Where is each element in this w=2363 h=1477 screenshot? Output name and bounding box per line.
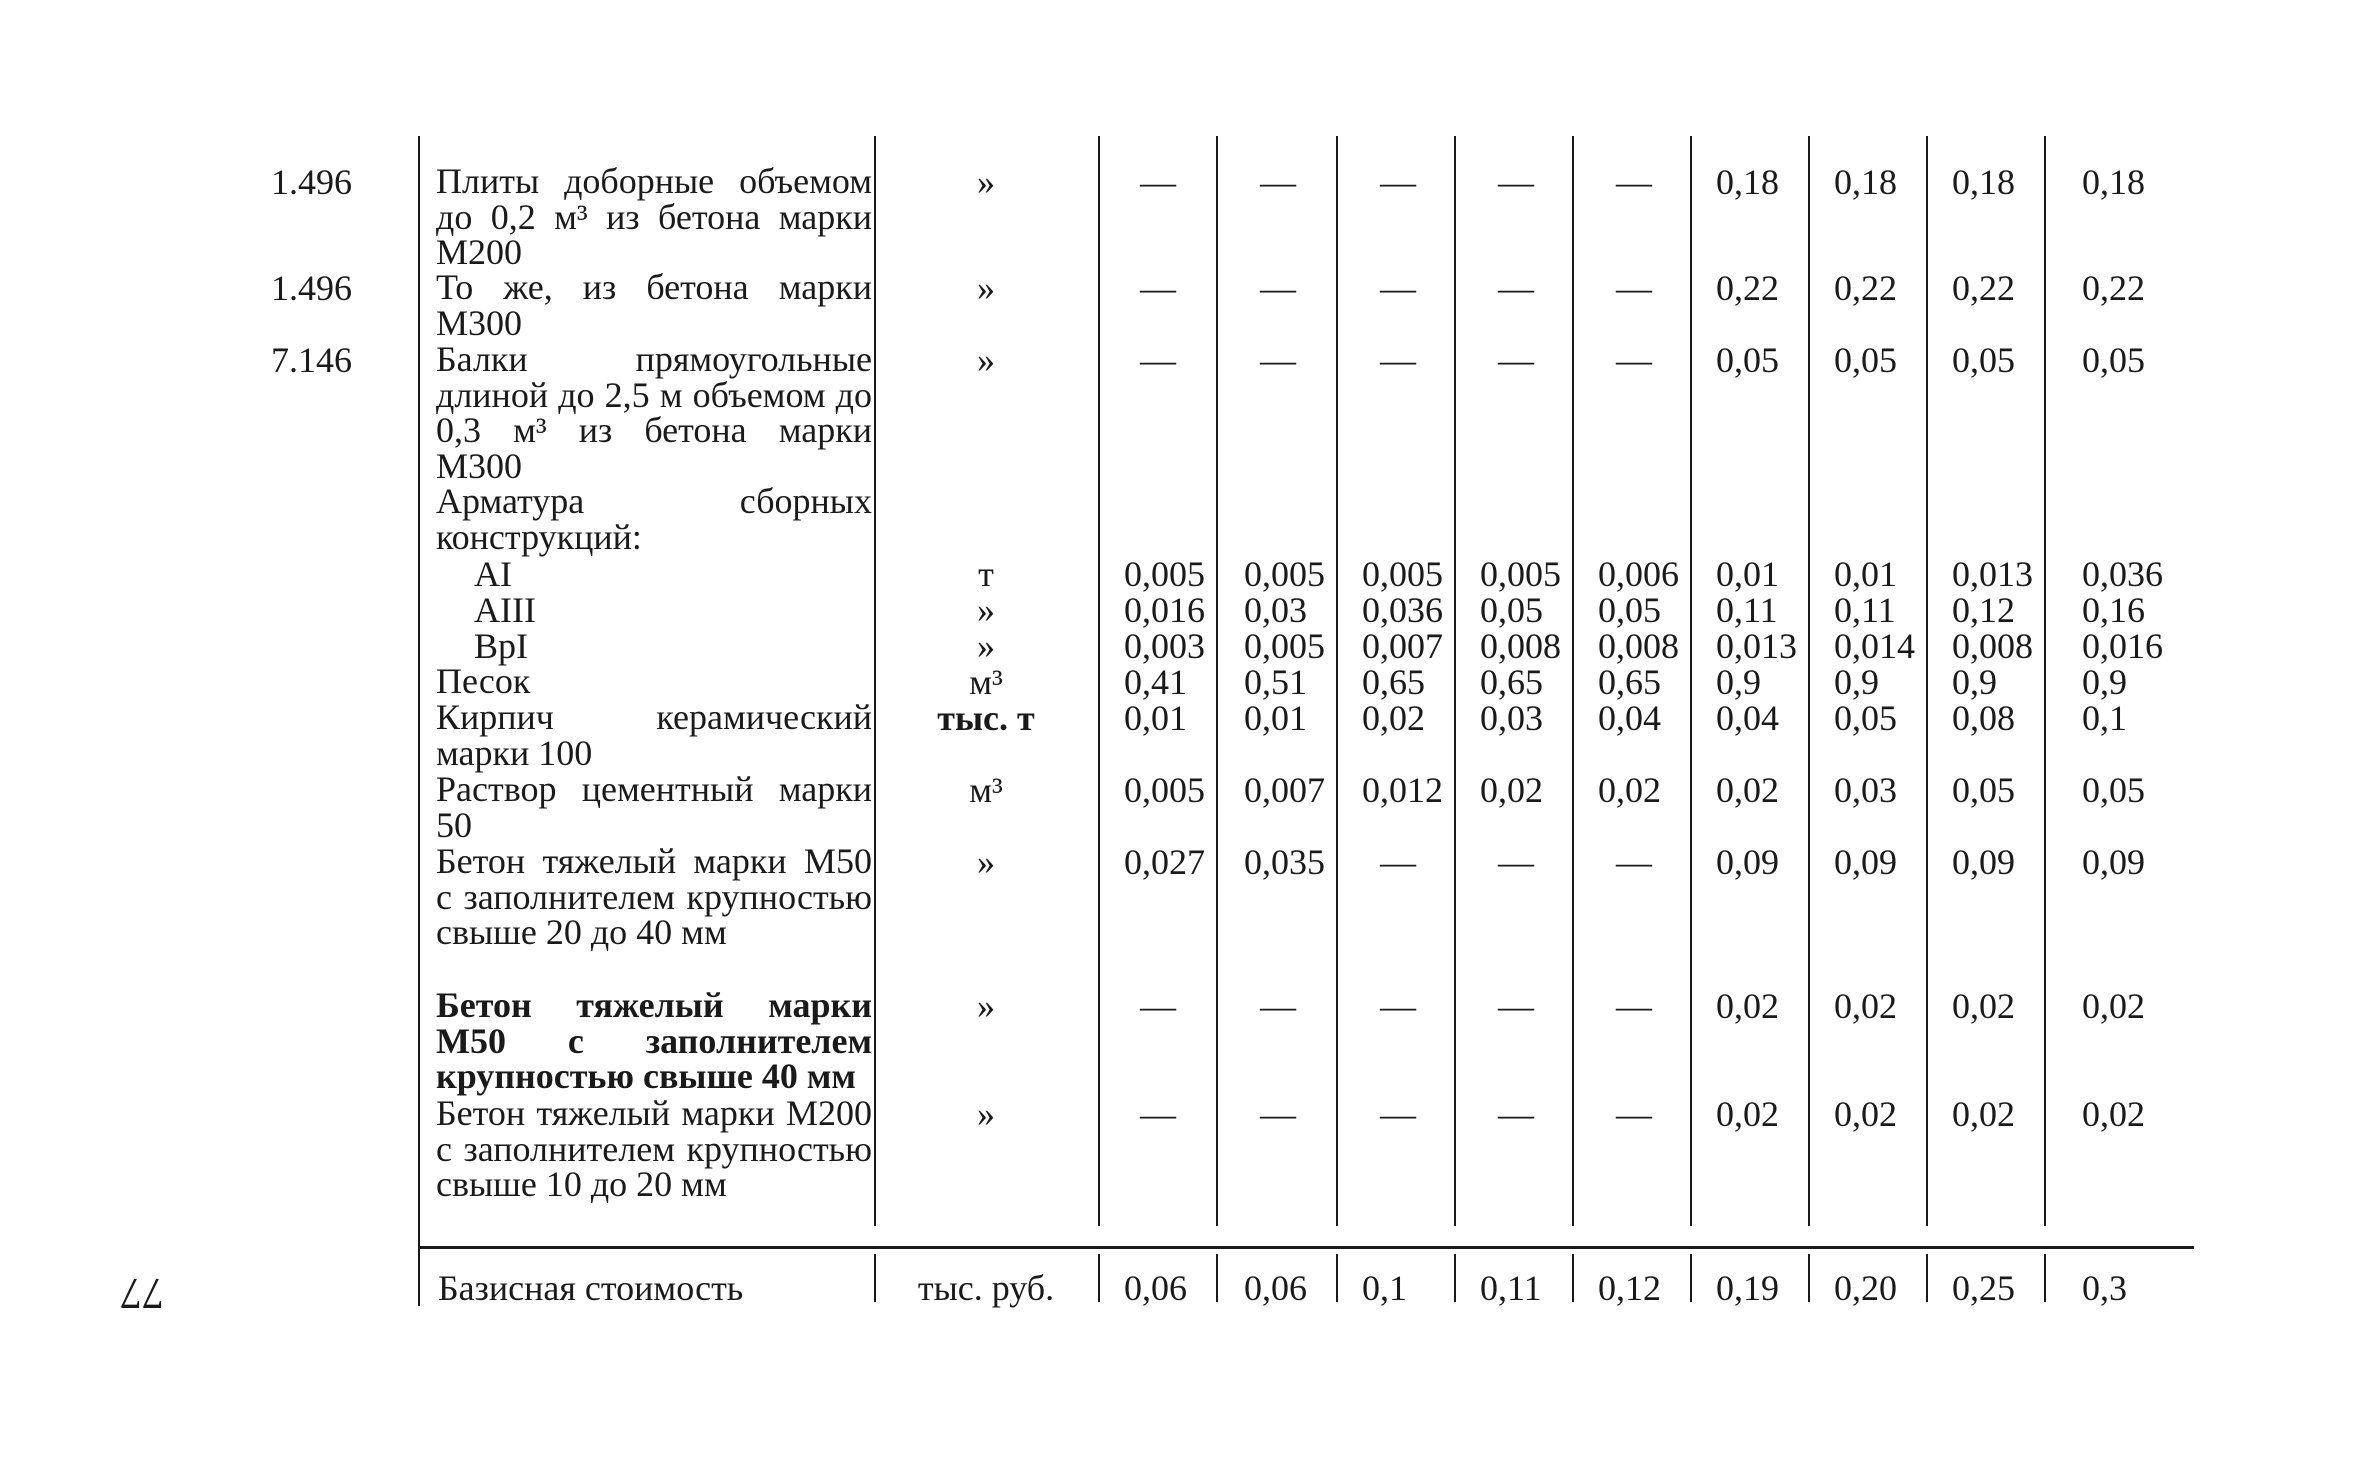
- table-cell: 0,03: [1244, 590, 1307, 630]
- table-cell: 0,18: [1716, 162, 1779, 202]
- row-description: То же, из бетона марки М300: [436, 267, 872, 343]
- table-cell: 0,11: [1716, 590, 1778, 630]
- row-description: Арматура сборных конструкций:: [436, 481, 872, 557]
- table-cell: 0,08: [1952, 698, 2015, 738]
- rule-col-8: [1926, 136, 1928, 1226]
- footer-tick-10: [2044, 1254, 2046, 1302]
- table-cell: —: [1616, 1094, 1652, 1134]
- footer-cell: 0,12: [1598, 1268, 1661, 1308]
- table-cell: 0,005: [1124, 554, 1205, 594]
- table-cell: 0,11: [1834, 590, 1896, 630]
- row-description: Бетон тяжелый марки М50 с заполнителем крупностью свыше 20 до 40 мм: [436, 841, 872, 952]
- table-cell: 0,22: [1716, 268, 1779, 308]
- table-cell: 0,9: [1716, 662, 1761, 702]
- table-cell: 0,02: [1480, 770, 1543, 810]
- table-cell: —: [1380, 986, 1416, 1026]
- table-cell: —: [1616, 986, 1652, 1026]
- table-cell: —: [1140, 1094, 1176, 1134]
- rule-col-5: [1572, 136, 1574, 1226]
- footer-label: Базисная стоимость: [438, 1268, 744, 1308]
- table-cell: 0,036: [2082, 554, 2163, 594]
- rule-col-7: [1808, 136, 1810, 1226]
- footer-cell: 0,06: [1244, 1268, 1307, 1308]
- table-cell: 0,008: [1952, 626, 2033, 666]
- row-unit: »: [977, 842, 995, 882]
- table-cell: 0,09: [1834, 842, 1897, 882]
- row-code: 1.496: [271, 268, 352, 308]
- table-cell: —: [1498, 268, 1534, 308]
- table-cell: 0,007: [1362, 626, 1443, 666]
- table-cell: 0,41: [1124, 662, 1187, 702]
- row-unit: м³: [969, 770, 1003, 810]
- table-cell: —: [1498, 162, 1534, 202]
- table-cell: 0,9: [1952, 662, 1997, 702]
- table-cell: 0,65: [1480, 662, 1543, 702]
- table-cell: 0,006: [1598, 554, 1679, 594]
- table-cell: 0,005: [1480, 554, 1561, 594]
- table-cell: 0,016: [1124, 590, 1205, 630]
- table-cell: —: [1260, 1094, 1296, 1134]
- table-cell: 0,02: [1834, 986, 1897, 1026]
- footer-tick-6: [1572, 1254, 1574, 1302]
- footer-tick-2: [1098, 1254, 1100, 1302]
- table-cell: 0,18: [1952, 162, 2015, 202]
- table-cell: —: [1616, 162, 1652, 202]
- table-cell: 0,05: [1480, 590, 1543, 630]
- table-cell: 0,18: [1834, 162, 1897, 202]
- table-cell: —: [1380, 268, 1416, 308]
- table-cell: —: [1498, 986, 1534, 1026]
- rule-col-9: [2044, 136, 2046, 1226]
- table-cell: —: [1380, 1094, 1416, 1134]
- row-unit: »: [977, 1094, 995, 1134]
- footer-cell: 0,1: [1362, 1268, 1407, 1308]
- table-cell: —: [1498, 1094, 1534, 1134]
- table-cell: 0,09: [2082, 842, 2145, 882]
- row-code: 7.146: [271, 340, 352, 380]
- footer-tick-8: [1808, 1254, 1810, 1302]
- row-description: AI: [474, 554, 512, 594]
- table-cell: 0,04: [1598, 698, 1661, 738]
- footer-unit: тыс. руб.: [917, 1268, 1055, 1308]
- table-cell: 0,05: [1952, 340, 2015, 380]
- table-cell: —: [1498, 842, 1534, 882]
- table-cell: 0,005: [1124, 770, 1205, 810]
- table-cell: —: [1140, 162, 1176, 202]
- row-unit: »: [977, 162, 995, 202]
- table-cell: 0,05: [2082, 770, 2145, 810]
- row-code: 1.496: [271, 162, 352, 202]
- row-description: Раствор цементный марки 50: [436, 769, 872, 845]
- table-cell: —: [1260, 340, 1296, 380]
- table-cell: 0,65: [1362, 662, 1425, 702]
- rule-col-3: [1336, 136, 1338, 1226]
- table-cell: 0,02: [1952, 986, 2015, 1026]
- table-cell: 0,05: [1598, 590, 1661, 630]
- table-cell: 0,02: [1598, 770, 1661, 810]
- table-cell: 0,01: [1244, 698, 1307, 738]
- table-cell: 0,013: [1716, 626, 1797, 666]
- footer-rule: [418, 1246, 2194, 1249]
- table-cell: 0,03: [1834, 770, 1897, 810]
- table-cell: 0,01: [1834, 554, 1897, 594]
- row-unit: »: [977, 626, 995, 666]
- table-cell: —: [1260, 162, 1296, 202]
- page-number: 77: [120, 1269, 164, 1318]
- table-cell: 0,02: [1716, 1094, 1779, 1134]
- row-description: Кирпич керамический марки 100: [436, 697, 872, 773]
- table-cell: —: [1140, 340, 1176, 380]
- table-cell: 0,005: [1244, 626, 1325, 666]
- table-cell: —: [1260, 986, 1296, 1026]
- table-cell: 0,03: [1480, 698, 1543, 738]
- rule-col-4: [1454, 136, 1456, 1226]
- footer-tick-7: [1690, 1254, 1692, 1302]
- footer-tick-4: [1336, 1254, 1338, 1302]
- row-unit: тыс. т: [937, 698, 1035, 738]
- row-description: AIII: [474, 590, 536, 630]
- table-cell: 0,005: [1244, 554, 1325, 594]
- footer-cell: 0,19: [1716, 1268, 1779, 1308]
- footer-tick-5: [1454, 1254, 1456, 1302]
- footer-tick-3: [1216, 1254, 1218, 1302]
- table-cell: —: [1616, 268, 1652, 308]
- row-unit: »: [977, 268, 995, 308]
- table-cell: 0,005: [1362, 554, 1443, 594]
- table-cell: 0,007: [1244, 770, 1325, 810]
- footer-tick-9: [1926, 1254, 1928, 1302]
- row-unit: »: [977, 986, 995, 1026]
- row-description: BpI: [474, 626, 528, 666]
- table-cell: 0,12: [1952, 590, 2015, 630]
- row-description: Балки прямоугольные длиной до 2,5 м объемом до 0,3 м³ из бетона марки М300: [436, 339, 872, 486]
- table-cell: —: [1616, 340, 1652, 380]
- table-cell: 0,05: [1716, 340, 1779, 380]
- table-cell: 0,02: [2082, 986, 2145, 1026]
- table-cell: 0,05: [1952, 770, 2015, 810]
- table-cell: —: [1140, 268, 1176, 308]
- table-cell: 0,51: [1244, 662, 1307, 702]
- footer-cell: 0,11: [1480, 1268, 1542, 1308]
- table-cell: —: [1380, 340, 1416, 380]
- table-cell: 0,01: [1716, 554, 1779, 594]
- row-description: Песок: [436, 661, 531, 701]
- table-cell: 0,02: [1834, 1094, 1897, 1134]
- table-cell: 0,09: [1716, 842, 1779, 882]
- table-cell: 0,1: [2082, 698, 2127, 738]
- row-unit: »: [977, 590, 995, 630]
- row-unit: »: [977, 340, 995, 380]
- table-cell: —: [1380, 162, 1416, 202]
- table-cell: 0,22: [1952, 268, 2015, 308]
- table-cell: 0,22: [1834, 268, 1897, 308]
- table-cell: 0,22: [2082, 268, 2145, 308]
- table-cell: 0,008: [1480, 626, 1561, 666]
- rule-left: [418, 136, 420, 1306]
- table-cell: —: [1616, 842, 1652, 882]
- footer-cell: 0,3: [2082, 1268, 2127, 1308]
- table-cell: —: [1498, 340, 1534, 380]
- footer-cell: 0,20: [1834, 1268, 1897, 1308]
- rule-col-6: [1690, 136, 1692, 1226]
- table-cell: 0,008: [1598, 626, 1679, 666]
- table-cell: 0,05: [1834, 698, 1897, 738]
- table-cell: 0,027: [1124, 842, 1205, 882]
- table-cell: 0,036: [1362, 590, 1443, 630]
- table-cell: —: [1260, 268, 1296, 308]
- table-cell: 0,014: [1834, 626, 1915, 666]
- table-cell: 0,013: [1952, 554, 2033, 594]
- table-cell: 0,9: [1834, 662, 1879, 702]
- table-cell: 0,05: [1834, 340, 1897, 380]
- table-cell: 0,012: [1362, 770, 1443, 810]
- table-cell: 0,65: [1598, 662, 1661, 702]
- table-cell: —: [1140, 986, 1176, 1026]
- table-cell: 0,016: [2082, 626, 2163, 666]
- table-cell: 0,04: [1716, 698, 1779, 738]
- table-cell: 0,05: [2082, 340, 2145, 380]
- rule-col-1: [1098, 136, 1100, 1226]
- table-cell: 0,02: [2082, 1094, 2145, 1134]
- footer-cell: 0,06: [1124, 1268, 1187, 1308]
- table-cell: 0,16: [2082, 590, 2145, 630]
- row-unit: м³: [969, 662, 1003, 702]
- table-cell: 0,18: [2082, 162, 2145, 202]
- row-description: Плиты доборные объемом до 0,2 м³ из бетона марки М200: [436, 161, 872, 272]
- row-description: Бетон тяжелый марки М200 с заполнителем крупностью свыше 10 до 20 мм: [436, 1093, 872, 1204]
- table-cell: 0,09: [1952, 842, 2015, 882]
- footer-cell: 0,25: [1952, 1268, 2015, 1308]
- table-cell: 0,02: [1716, 986, 1779, 1026]
- rule-col-2: [1216, 136, 1218, 1226]
- row-unit: т: [978, 554, 994, 594]
- table-cell: 0,02: [1952, 1094, 2015, 1134]
- table-cell: 0,02: [1716, 770, 1779, 810]
- table-cell: 0,9: [2082, 662, 2127, 702]
- row-description: Бетон тяжелый марки М50 с заполнителем крупностью свыше 40 мм: [436, 985, 872, 1096]
- table-cell: 0,02: [1362, 698, 1425, 738]
- table-cell: 0,035: [1244, 842, 1325, 882]
- table-cell: 0,003: [1124, 626, 1205, 666]
- table-cell: 0,01: [1124, 698, 1187, 738]
- table-cell: —: [1380, 842, 1416, 882]
